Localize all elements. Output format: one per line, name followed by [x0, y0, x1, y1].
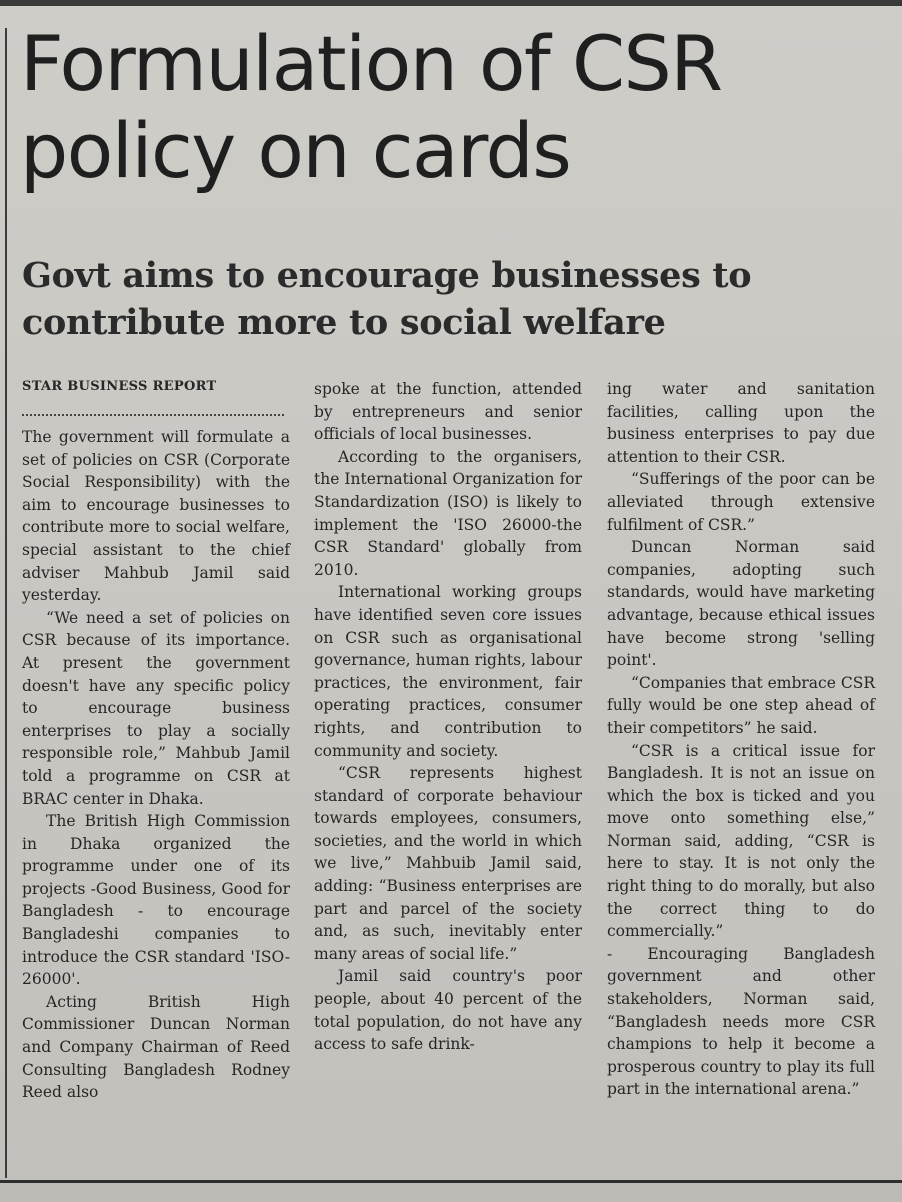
paragraph: According to the organisers, the International Organization for Standardization (ISO) is likely to implement the 'ISO 26000-the CSR Standard' globally from 2010. — [314, 447, 582, 579]
paragraph: “CSR is a critical issue for Bangladesh. It is not an issue on which the box is ticked and you move onto something else,” Norman said, adding, “CSR is here to stay. It is not only the right thing to do morally, but also the correct thing to do commercially.” — [607, 741, 875, 941]
paragraph: “Sufferings of the poor can be alleviated through extensive fulfilment of CSR.” — [607, 470, 875, 534]
paragraph: spoke at the function, attended by entrepreneurs and senior officials of local businesses. — [314, 380, 582, 444]
paragraph: International working groups have identified seven core issues on CSR such as organisational governance, human rights, labour practices, the environment, fair operating practices, consumer rights, and contribution to community and society. — [314, 583, 582, 760]
paragraph: “Companies that embrace CSR fully would be one step ahead of their competitors” he said. — [607, 673, 875, 737]
left-column-rule — [5, 28, 7, 1178]
paragraph: “CSR represents highest standard of corporate behaviour towards employees, consumers, societies, and the world in which we live,” Mahbuib Jamil said, adding: “Business enterprises are part and parcel of the society and, as such, inevitably enter many areas of social life.” — [314, 764, 582, 963]
article-column-3 — [607, 378, 875, 1101]
subheadline: Govt aims to encourage businesses to contribute more to social welfare — [22, 255, 752, 343]
headline: Formulation of CSR policy on cards — [20, 19, 722, 195]
paragraph: “We need a set of policies on CSR because of its importance. At present the government doesn't have any specific policy to encourage business enterprises to play a socially responsible role,” Mahbub Jamil told a programme on CSR at BRAC center in Dhaka. — [22, 608, 290, 808]
paragraph: ing water and sanitation facilities, calling upon the business enterprises to pay due attention to their CSR. — [607, 380, 875, 466]
article-column-2 — [314, 378, 582, 1056]
paragraph: The government will formulate a set of policies on CSR (Corporate Social Responsibility) with the aim to encourage businesses to contribute more to social welfare, special assistant to the chief adviser Mahbub Jamil said yesterday. — [22, 428, 290, 605]
bottom-border-rule — [0, 1180, 902, 1202]
article-column-1 — [22, 378, 290, 1104]
paragraph: The British High Commission in Dhaka organized the programme under one of its projects -Good Business, Good for Bangladesh - to encourage Bangladeshi companies to introduce the CSR standard 'ISO-26000'. — [22, 812, 290, 989]
top-border-rule — [0, 0, 902, 6]
paragraph: - Encouraging Bangladesh government and other stakeholders, Norman said, “Bangladesh needs more CSR champions to help it become a prosperous country to play its full part in the international arena.” — [607, 944, 875, 1099]
paragraph: Jamil said country's poor people, about 40 percent of the total population, do not have any access to safe drink- — [314, 967, 582, 1054]
byline-dotted-divider — [22, 404, 284, 416]
paragraph: Duncan Norman said companies, adopting such standards, would have marketing advantage, because ethical issues have become strong 'selling point'. — [607, 538, 875, 670]
byline: STAR BUSINESS REPORT — [22, 379, 217, 394]
paragraph: Acting British High Commissioner Duncan Norman and Company Chairman of Reed Consulting Bangladesh Rodney Reed also — [22, 992, 290, 1102]
